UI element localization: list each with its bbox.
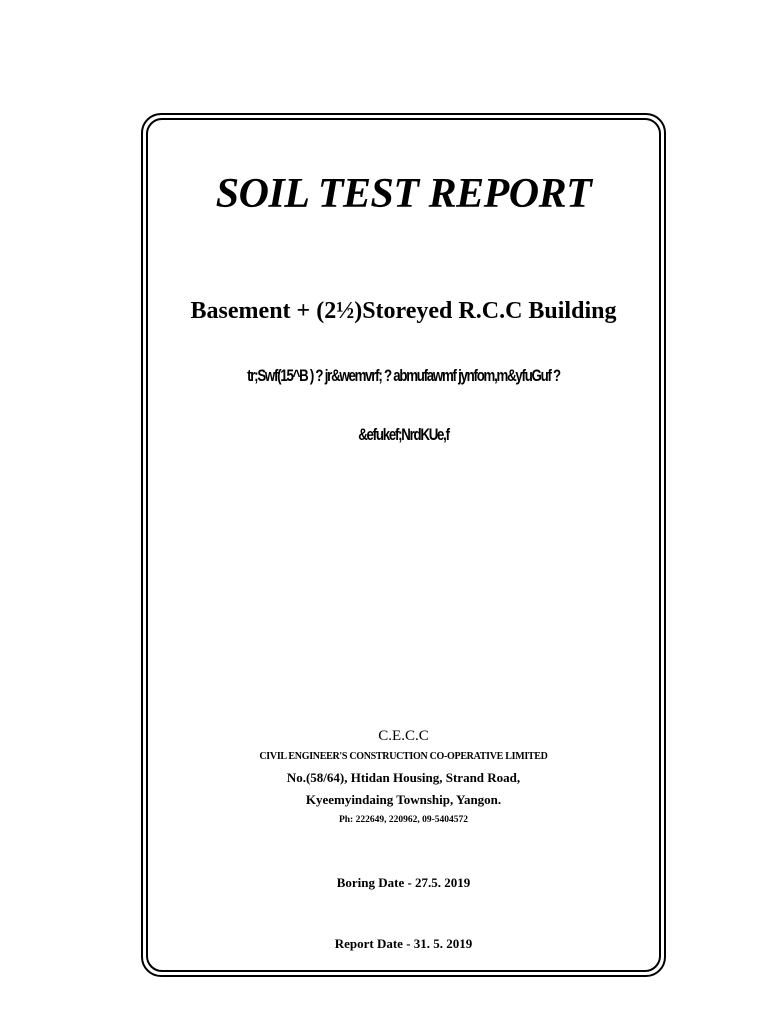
inner-border-frame: [146, 118, 661, 972]
location-line-burmese-2: &efukef;NrdKUe,f: [358, 425, 449, 444]
address-line-1: No.(58/64), Htidan Housing, Strand Road,: [286, 770, 521, 785]
building-description: Basement + (2½)Storeyed R.C.C Building: [190, 298, 617, 324]
phone-numbers: Ph: 222649, 220962, 09-5404572: [338, 815, 469, 825]
location-line-burmese-1: tr;Swf(15^B ) ? jr&wemvrf; ? abmufawmf jynfom,m&yfuGuf ?: [247, 366, 560, 385]
organization-full-name: CIVIL ENGINEER'S CONSTRUCTION CO-OPERATIVE LIMITED: [259, 751, 548, 762]
address-line-2: Kyeemyindaing Township, Yangon.: [305, 792, 502, 807]
organization-abbreviation: C.E.C.C: [378, 728, 429, 744]
report-title: SOIL TEST REPORT: [215, 171, 592, 217]
boring-date: Boring Date - 27.5. 2019: [336, 875, 471, 890]
report-date: Report Date - 31. 5. 2019: [334, 936, 473, 951]
